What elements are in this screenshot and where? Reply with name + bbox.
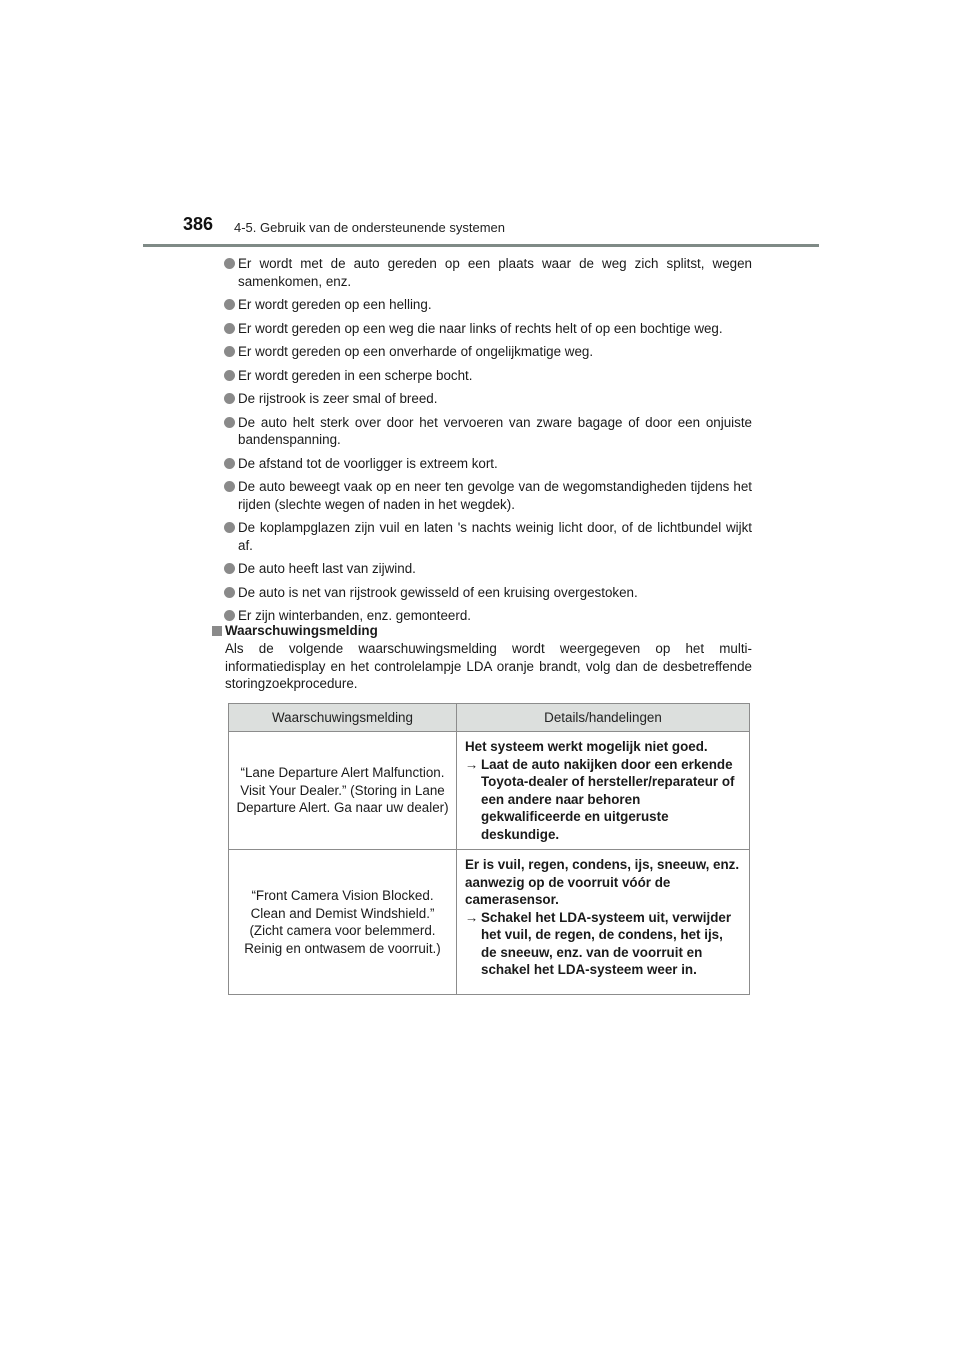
subsection-title: Waarschuwingsmelding — [225, 623, 378, 638]
bullet-icon — [224, 522, 235, 533]
subsection-body: Als de volgende waarschuwingsmelding wordt weergegeven op het multi-informatiedisplay en het controlelampje LDA oranje brandt, volg dan de desbetreffende storingzoekprocedure. — [225, 641, 752, 691]
detail-step — [465, 909, 741, 979]
detail-step-text: Laat de auto nakijken door een erkende Toyota-dealer of hersteller/reparateur of een andere naar behoren gekwalificeerde en uitgeruste deskundige. — [481, 756, 735, 842]
list-item-text: De rijstrook is zeer smal of breed. — [238, 391, 438, 406]
list-item — [222, 455, 752, 473]
bullet-icon — [224, 587, 235, 598]
warning-message-section — [210, 622, 752, 693]
table-header-message: Waarschuwingsmelding — [229, 704, 457, 732]
list-item — [222, 296, 752, 314]
list-item — [222, 343, 752, 361]
list-item-text: Er wordt met de auto gereden op een plaats waar de weg zich splitst, wegen samenkomen, enz. — [238, 256, 752, 289]
bullet-icon — [224, 323, 235, 334]
details-cell — [457, 732, 750, 850]
page-header — [183, 214, 819, 248]
detail-text: Er is vuil, regen, condens, ijs, sneeuw, enz. aanwezig op de voorruit vóór de camerasensor. — [465, 857, 740, 907]
table-header-row — [229, 704, 750, 732]
header-divider — [143, 244, 819, 247]
detail-text: Het systeem werkt mogelijk niet goed. — [465, 739, 708, 754]
details-cell — [457, 850, 750, 995]
list-item-text: De auto helt sterk over door het vervoeren van zware bagage of door een onjuiste bandenspanning. — [238, 414, 752, 447]
bullet-icon — [224, 393, 235, 404]
list-item — [222, 414, 752, 449]
table-row — [229, 850, 750, 995]
list-item-text: Er wordt gereden op een helling. — [238, 297, 432, 312]
list-item — [222, 390, 752, 408]
bullet-icon — [224, 610, 235, 621]
list-item-text: De auto heeft last van zijwind. — [238, 561, 416, 576]
warning-table — [228, 703, 750, 995]
subsection-heading — [210, 622, 752, 640]
bullet-icon — [224, 346, 235, 357]
list-item — [222, 320, 752, 338]
list-item — [222, 560, 752, 578]
list-item — [222, 519, 752, 554]
list-item-text: De auto beweegt vaak op en neer ten gevolge van de wegomstandigheden tijdens het rijden (slechte wegen of naden in het wegdek). — [238, 479, 752, 512]
bullet-icon — [224, 370, 235, 381]
square-bullet-icon — [212, 626, 222, 636]
detail-step-text: Schakel het LDA-systeem uit, verwijder het vuil, de regen, de condens, het ijs, de sneeuw, enz. van de voorruit en schakel het LDA-systeem weer in. — [481, 909, 732, 977]
list-item-text: Er wordt gereden op een weg die naar links of rechts helt of op een bochtige weg. — [238, 320, 723, 336]
table-row — [229, 732, 750, 850]
list-item-text: Er wordt gereden op een onverharde of ongelijkmatige weg. — [238, 344, 594, 359]
bullet-icon — [224, 299, 235, 310]
arrow-right-icon: → — [465, 909, 479, 925]
arrow-right-icon: → — [465, 756, 479, 772]
list-item — [222, 584, 752, 602]
list-item — [222, 367, 752, 385]
list-item-text: De afstand tot de voorligger is extreem kort. — [238, 455, 498, 471]
page-number: 386 — [183, 214, 214, 234]
list-item — [222, 255, 752, 290]
list-item-text: De koplampglazen zijn vuil en laten 's nachts weinig licht door, of de lichtbundel wijkt af. — [238, 520, 752, 553]
condition-list — [222, 255, 752, 631]
warning-message-cell: “Lane Departure Alert Malfunction. Visit Your Dealer.” (Storing in Lane Departure Alert. Ga naar uw dealer) — [229, 732, 457, 850]
list-item-text: Er wordt gereden in een scherpe bocht. — [238, 367, 473, 383]
table-header-details: Details/handelingen — [457, 704, 750, 732]
bullet-icon — [224, 258, 235, 269]
bullet-icon — [224, 458, 235, 469]
list-item-text: Er zijn winterbanden, enz. gemonteerd. — [238, 608, 471, 623]
warning-message-cell: “Front Camera Vision Blocked. Clean and Demist Windshield.” (Zicht camera voor belemmerd. Reinig en ontwasem de voorruit.) — [229, 850, 457, 995]
bullet-icon — [224, 563, 235, 574]
bullet-icon — [224, 417, 235, 428]
list-item-text: De auto is net van rijstrook gewisseld of een kruising overgestoken. — [238, 584, 638, 600]
list-item — [222, 478, 752, 513]
section-title: 4-5. Gebruik van de ondersteunende systemen — [234, 220, 506, 235]
bullet-icon — [224, 481, 235, 492]
detail-step — [465, 756, 741, 844]
